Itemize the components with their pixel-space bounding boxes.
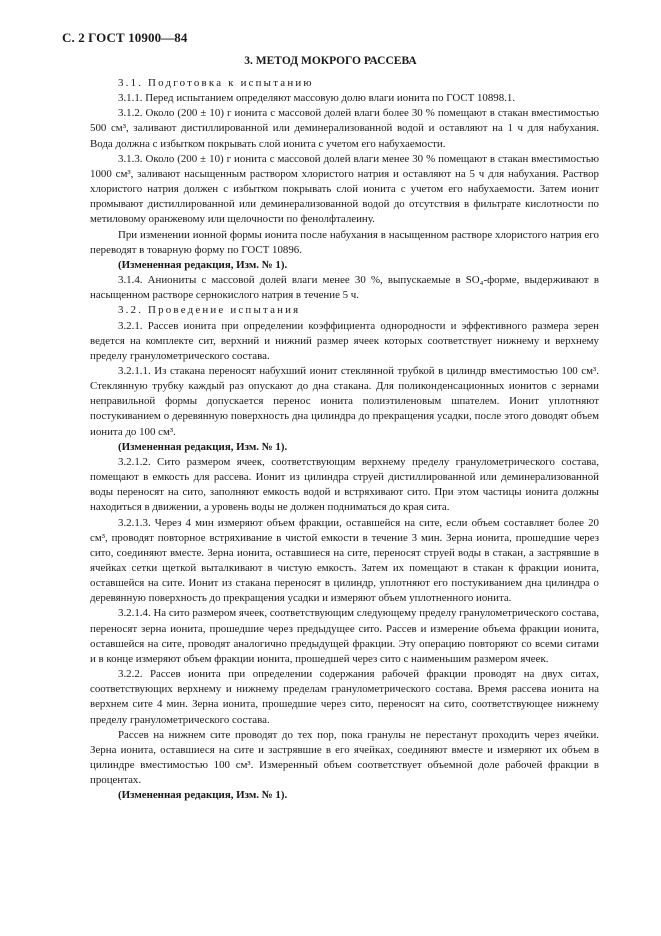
document-body [90,76,599,804]
page-header: С. 2 ГОСТ 10900—84 [62,30,188,45]
paragraph: (Измененная редакция, Изм. № 1). [118,440,288,453]
paragraph: 3.2.1.2. Сито размером ячеек, соответствующим верхнему пределу гранулометрического состава, помещают в емкость для рассева. Ионит из цилиндра струей дистиллированной или деминерализованной воды переносят на сито, заполняют емкость водой и встряхивают сито. При этом частицы ионита должны находиться в движении, а уровень воды не должен подниматься до края сита. [90,455,599,514]
paragraph: 3.1.1. Перед испытанием определяют массовую долю влаги ионита по ГОСТ 10898.1. [118,92,516,105]
section-title: 3. МЕТОД МОКРОГО РАССЕВА [244,55,417,67]
paragraph: 3.2.1.3. Через 4 мин измеряют объем фракции, оставшейся на сите, если объем составляет более 20 см³, проводят повторное встряхивание в чистой емкости в течение 3 мин. Зерна ионита, прошедшие через сито, соединяют вместе. Зерна ионита, оставшиеся на сите, переносят струей воды в стакан, а застрявшие в ячейках сетки щеткой выталкивают в чистую емкость. Затем их помещают в стакан к фракции ионита, оставшейся на сите. Ионит из стакана переносят в цилиндр, уплотняют его постукиванием дна цилиндра о деревянную поверхность до прекращения усадки и измеряют объем уплотненного ионита. [90,516,599,605]
paragraph: (Измененная редакция, Изм. № 1). [118,258,288,271]
paragraph: 3.2. Проведение испытания [118,304,301,317]
paragraph: 3.2.2. Рассев ионита при определении содержания рабочей фракции проводят на двух ситах, соответствующих верхнему и нижнему пределам гранулометрического состава. Время рассева ионита на верхнем сите 4 мин. Зерна ионита, прошедшие через сито, переносят на сито, соответствующее нижнему пределу гранулометрического состава. [90,668,599,726]
paragraph: При изменении ионной формы ионита после набухания в насыщенном растворе хлористого натрия его переводят в товарную форму по ГОСТ 10896. [90,228,599,256]
paragraph: Рассев на нижнем сите проводят до тех пор, пока гранулы не перестанут проходить через ячейки. Зерна ионита, оставшиеся на сите и застрявшие в его ячейках, соединяют вместе и измеряют их объем в цилиндре вместимостью 100 см³. Измеренный объем соответствует объемной доле рабочей фракции в процентах. [90,728,599,787]
paragraph: 3.1.2. Около (200 ± 10) г ионита с массовой долей влаги более 30 % помещают в стакан вместимостью 500 см³, заливают дистиллированной или деминерализованной водой и оставляют на 1 ч для набухания. Вода должна с избытком покрывать слой ионита с учетом его набухаемости. [90,107,599,150]
paragraph: 3.1. Подготовка к испытанию [118,77,314,89]
paragraph: 3.2.1.4. На сито размером ячеек, соответствующим следующему пределу гранулометрического состава, переносят зерна ионита, прошедшие через предыдущее сито. Рассев и измерение объема фракции ионита, оставшейся на сите, проводят аналогично предыдущей фракции. Эту операцию повторяют со всеми ситами и в конце измеряют объем фракции ионита, прошедшей через сито с наименьшим размером ячеек. [90,607,599,665]
paragraph: 3.1.4. Аниониты с массовой долей влаги менее 30 %, выпускаемые в SO₄-форме, выдерживают в насыщенном растворе сернокислого натрия в течение 5 ч. [90,274,599,302]
paragraph: 3.1.3. Около (200 ± 10) г ионита с массовой долей влаги менее 30 % помещают в стакан вместимостью 1000 см³, заливают насыщенным раствором хлористого натрия и оставляют на 5 ч для набухания. Раствор хлористого натрия должен с избытком покрывать слой ионита с учетом его набухаемости. Затем ионит промывают дистиллированной или деминерализованной водой до отсутствия в фильтрате кислотности по метиловому оранжевому или щелочности по фенолфталеину. [90,152,599,226]
paragraph: 3.2.1. Рассев ионита при определении коэффициента однородности и эффективного размера зерен ведется на комплекте сит, верхний и нижний размер ячеек которых соответствует нижнему и верхнему пределу гранулометрического состава. [90,319,599,362]
paragraph: (Измененная редакция, Изм. № 1). [118,789,288,802]
paragraph: 3.2.1.1. Из стакана переносят набухший ионит стеклянной трубкой в цилиндр вместимостью 100 см³. Стеклянную трубку каждый раз опускают до дна стакана. Для поликонденсационных ионитов с зернами неправильной формы допускается перенос ионита полиэтиленовым шпателем. Ионит уплотняют постукиванием о деревянную поверхность дна цилиндра до прекращения усадки, после этого доводят объем ионита до 100 см³. [90,364,599,438]
